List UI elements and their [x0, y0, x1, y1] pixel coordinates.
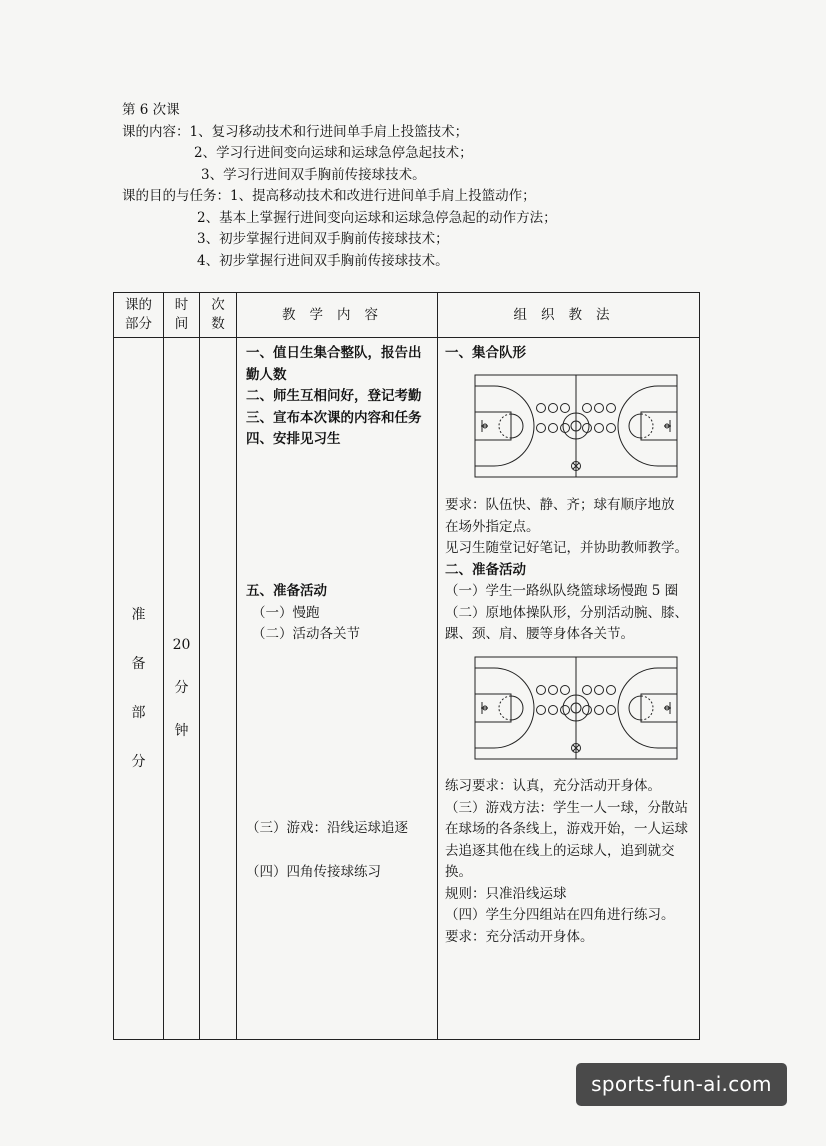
goal-item: 1、提高移动技术和改进行进间单手肩上投篮动作； [230, 188, 536, 204]
watermark: sports-fun-ai.com [576, 1063, 787, 1106]
header-count [200, 293, 237, 338]
practice-req: 练习要求：认真，充分活动开身体。 [445, 778, 661, 794]
content-item-1a: 一、值日生集合整队，报告出 [246, 345, 422, 361]
content-block-2 [246, 581, 432, 646]
goal-line-4: 4、初步掌握行进间双手胸前传接球技术。 [197, 252, 449, 269]
content-line-2: 2、学习行进间变向运球和运球急停急起技术； [194, 145, 473, 161]
game-line1: （三）游戏方法：学生一人一球，分散站 [445, 799, 688, 816]
count-cell [200, 338, 237, 1040]
time-char: 钟 [174, 723, 189, 739]
time-value: 20 [172, 637, 191, 653]
header-time-l2: 间 [174, 316, 189, 332]
header-part [114, 293, 164, 338]
basketball-court-diagram-2 [474, 656, 678, 760]
part-char: 部 [131, 704, 146, 721]
content-line-1 [122, 122, 557, 144]
content-label: 课的内容： [122, 123, 190, 140]
table-row-prep [114, 338, 700, 1040]
drill: （四）学生分四组站在四角进行练习。 [445, 907, 675, 923]
basketball-court-diagram-1 [474, 374, 678, 478]
method-sec1-title: 一、集合队形 [445, 345, 526, 361]
method-cell [438, 338, 700, 1040]
rule: 规则：只准沿线运球 [445, 885, 567, 902]
header-method: 组织教法 [438, 293, 700, 338]
header-count-l2: 数 [211, 316, 225, 332]
content-item-4: 四、安排见习生 [246, 431, 341, 447]
header-content: 教学内容 [237, 293, 438, 338]
content-item: 1、复习移动技术和行进间单手肩上投篮技术； [189, 123, 469, 140]
content-block-1 [246, 343, 432, 451]
time-cell [164, 338, 200, 1040]
part-char: 分 [131, 753, 146, 770]
content-item-2: 二、师生互相问好，登记考勤 [246, 388, 422, 404]
content-cell [237, 338, 438, 1040]
part-char: 备 [131, 655, 146, 672]
content-line-3: 3、学习行进间双手胸前传接球技术。 [201, 166, 426, 183]
lesson-plan-table [113, 292, 700, 1040]
method-sec2-2a: （二）原地体操队形，分别活动腕、膝、 [445, 604, 688, 621]
lesson-header [122, 100, 557, 272]
header-count-l1: 次 [211, 297, 225, 313]
game-line4: 换。 [445, 864, 472, 880]
goal-line-3: 3、初步掌握行进间双手胸前传接球技术； [197, 231, 449, 247]
header-part-l1: 课的 [125, 297, 152, 313]
content-item-5-1: （一）慢跑 [252, 604, 320, 621]
part-cell [114, 338, 164, 1040]
header-part-l2: 部分 [125, 316, 152, 332]
time-char: 分 [174, 680, 189, 696]
part-char: 准 [131, 606, 146, 623]
lesson-title: 第 6 次课 [122, 102, 180, 118]
game-line3: 去追逐其他在线上的运球人，追到就交 [445, 842, 675, 859]
goal-line-1 [122, 186, 557, 208]
req1-line1: 要求：队伍快、静、齐；球有顺序地放 [445, 497, 675, 513]
content-item-5: 五、准备活动 [246, 583, 327, 599]
method-sec2-2b: 踝、颈、肩、腰等身体各关节。 [445, 626, 634, 642]
req1-line3: 见习生随堂记好笔记，并协助教师教学。 [445, 540, 688, 556]
content-item-5-4: （四）四角传接球练习 [246, 864, 381, 880]
req-final: 要求：充分活动开身体。 [445, 928, 594, 945]
method-req-1 [445, 495, 697, 646]
header-time-l1: 时 [174, 297, 189, 313]
content-item-3: 三、宣布本次课的内容和任务 [246, 409, 422, 426]
req1-line2: 在场外指定点。 [445, 518, 540, 535]
method-block-3 [445, 776, 697, 948]
content-item-5-3: （三）游戏：沿线运球追逐 [246, 820, 408, 836]
table-header-row [114, 293, 700, 338]
goal-line-2: 2、基本上掌握行进间变向运球和运球急停急起的动作方法； [197, 209, 557, 226]
content-item-1b: 勤人数 [246, 366, 287, 383]
content-item-5-2: （二）活动各关节 [252, 626, 360, 642]
header-time [164, 293, 200, 338]
method-sec2-title: 二、准备活动 [445, 561, 526, 578]
method-sec2-1: （一）学生一路纵队绕篮球场慢跑 5 圈 [445, 583, 679, 599]
goal-label: 课的目的与任务： [122, 188, 230, 204]
game-line2: 在球场的各条线上，游戏开始，一人运球 [445, 821, 688, 837]
